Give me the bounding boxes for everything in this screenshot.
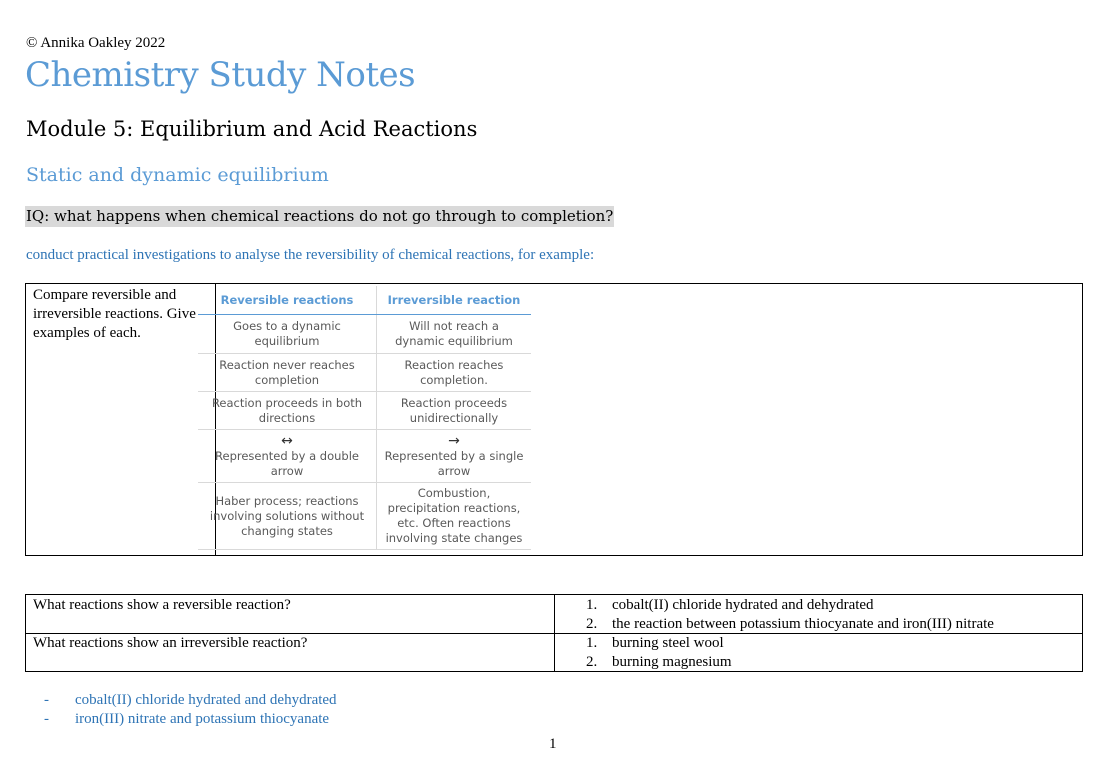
page-title: Chemistry Study Notes [25, 55, 416, 95]
page-number: 1 [549, 736, 557, 752]
qa-table [25, 594, 1083, 672]
list-item-text: iron(III) nitrate and potassium thiocyanate [75, 711, 330, 727]
answer-number: 1. [586, 635, 598, 651]
single-arrow-icon: → [448, 433, 460, 449]
header-irreversible: Irreversible reaction [377, 286, 532, 315]
answer-number: 2. [586, 616, 598, 632]
list-item [44, 710, 337, 729]
comparison-row [198, 315, 531, 354]
reversible-cell [198, 430, 377, 483]
comparison-row [198, 392, 531, 430]
answer-text: burning magnesium [612, 654, 732, 670]
irreversible-cell: Reaction reaches completion. [377, 354, 532, 392]
copyright-notice: © Annika Oakley 2022 [26, 35, 166, 51]
compare-question: Compare reversible and irreversible reactions. Give examples of each. [33, 287, 196, 341]
qa-question: What reactions show an irreversible reaction? [33, 635, 308, 651]
comparison-row [198, 354, 531, 392]
qa-answer [586, 596, 994, 615]
irreversible-cell: Reaction proceeds unidirectionally [377, 392, 532, 430]
compare-box [25, 283, 1083, 556]
comparison-table [198, 286, 531, 550]
inquiry-question: IQ: what happens when chemical reactions do not go through to completion? [26, 207, 614, 225]
bullet-marker: - [44, 692, 49, 708]
list-item-text: cobalt(II) chloride hydrated and dehydrated [75, 692, 337, 708]
answer-number: 2. [586, 654, 598, 670]
irreversible-cell: Will not reach a dynamic equilibrium [377, 315, 532, 354]
reversible-cell-text: Represented by a double arrow [215, 449, 359, 478]
answer-text: the reaction between potassium thiocyanate and iron(III) nitrate [612, 616, 994, 632]
syllabus-outcome: conduct practical investigations to analyse the reversibility of chemical reactions, for example: [26, 247, 595, 263]
header-reversible: Reversible reactions [198, 286, 377, 315]
reversible-cell: Goes to a dynamic equilibrium [198, 315, 377, 354]
qa-answer [586, 615, 994, 634]
qa-answer [586, 653, 732, 672]
qa-question: What reactions show a reversible reaction? [33, 597, 291, 613]
answer-text: cobalt(II) chloride hydrated and dehydrated [612, 597, 874, 613]
comparison-row [198, 430, 531, 483]
answer-number: 1. [586, 597, 598, 613]
bullet-list [44, 691, 337, 729]
section-heading: Static and dynamic equilibrium [26, 164, 329, 186]
comparison-row [198, 483, 531, 550]
irreversible-cell [377, 430, 532, 483]
reversible-cell: Haber process; reactions involving solutions without changing states [198, 483, 377, 550]
bullet-marker: - [44, 711, 49, 727]
qa-answer [586, 634, 732, 653]
double-arrow-icon: ↔ [281, 433, 293, 449]
qa-answer-list [586, 634, 732, 672]
module-heading: Module 5: Equilibrium and Acid Reactions [26, 117, 478, 141]
reversible-cell: Reaction proceeds in both directions [198, 392, 377, 430]
comparison-header-row [198, 286, 531, 315]
list-item [44, 691, 337, 710]
qa-answer-list [586, 596, 994, 634]
qa-column-divider [554, 595, 555, 671]
reversible-cell: Reaction never reaches completion [198, 354, 377, 392]
irreversible-cell-text: Represented by a single arrow [384, 449, 524, 478]
irreversible-cell: Combustion, precipitation reactions, etc. Often reactions involving state changes [377, 483, 532, 550]
answer-text: burning steel wool [612, 635, 724, 651]
